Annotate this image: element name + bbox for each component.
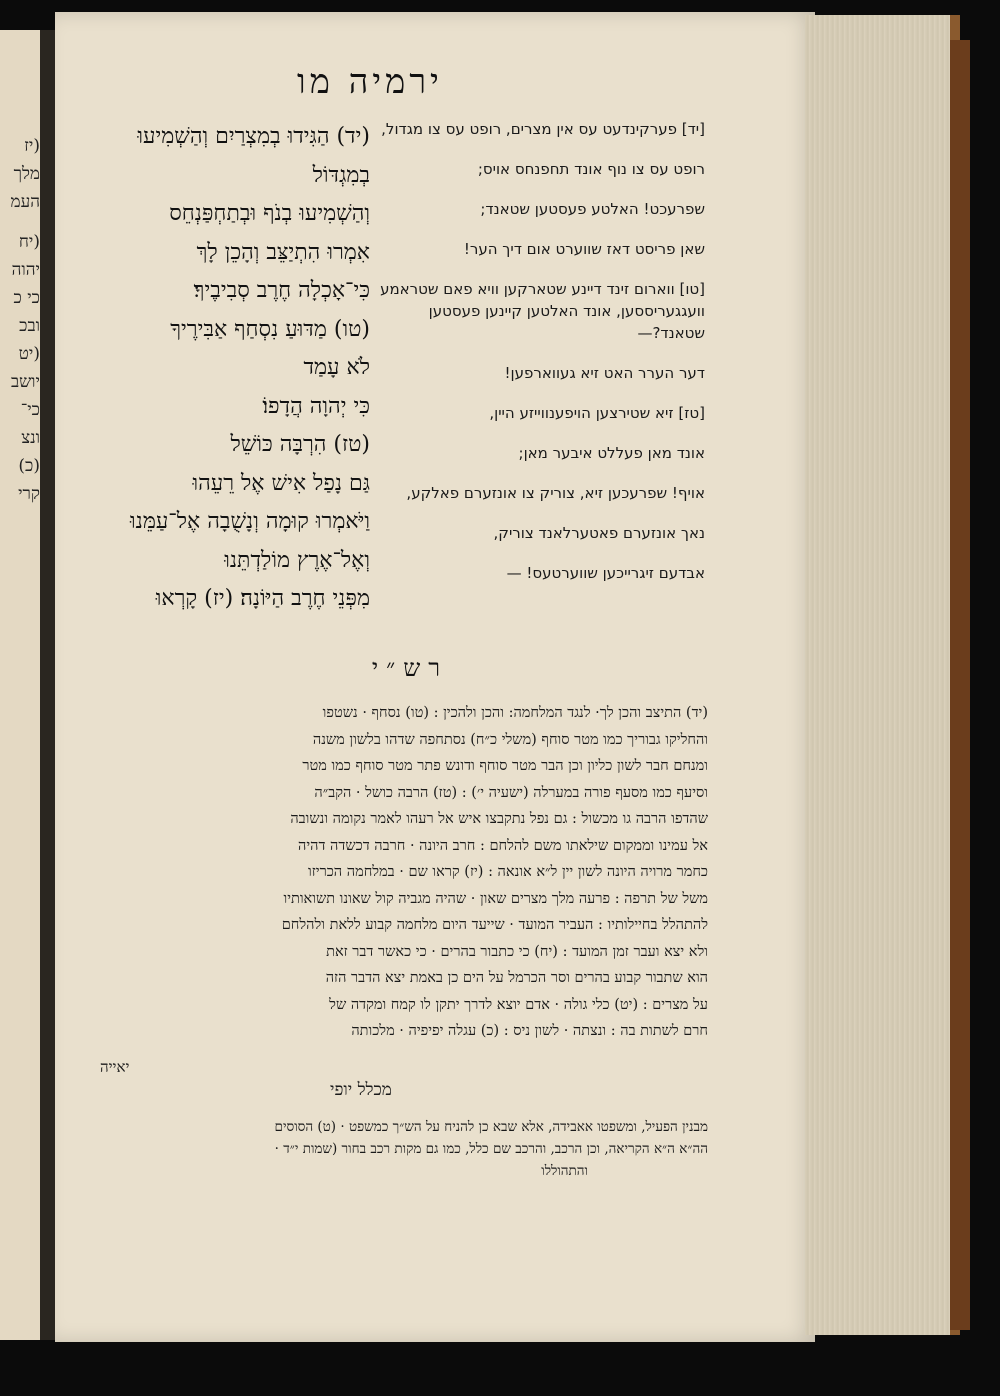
michlal-yofi-notes [68,1116,708,1182]
sliver-line: העמ [10,192,40,212]
translation-line: רופט עס צו נוף אונד תחפנחס אויס; [477,160,705,178]
previous-page-sliver [0,30,40,1340]
note-line: והתהוללו [541,1163,588,1179]
rashi-line: ולא יצא ועבר זמן המועד : (יח) כי כתבור בהרים · כי כאשר דבר זאת [326,943,708,960]
verse-line: לֹא עָמַד [303,355,370,380]
sliver-line: ובכ [19,316,40,336]
sliver-line: (יז [24,136,40,156]
rashi-line: על מצרים : (יט) כלי גולה · אדם יוצא לדרך יתקן לו קמח ומקדה של [329,996,708,1013]
rashi-line: (יד) התיצב והכן לך· לנגד המלחמה: והכן ולהכין : (טו) נסחף · נשטפו [322,705,708,721]
rashi-line: הוא שתבור קבוע בהרים וסר הכרמל על הים כן באמת יצא הדבר הזה [325,970,708,986]
translation-line: נאך אונזערם פאטערלאנד צוריק, [493,524,705,542]
translation-line: אבדעם זיגרייכען שווערטעס! — [506,564,705,582]
note-line: הה״א ה״א הקריאה, וכן הרכב, והרכב שם כלל, כמו גם מקות רכב בחור (שמות י״ד · [274,1141,708,1157]
translation-line: דער הערר האט זיא געווארפען! [504,364,705,382]
sliver-line: יושב [10,372,40,392]
translation-line: [יד] פערקינדעט עס אין מצרים, רופט עס צו מגדול, [381,120,705,138]
sliver-line: קרי [18,484,40,504]
verse-line: וְהַשְׁמִיעוּ בְנֹף וּבְתַחְפַּנְחֵס [169,201,370,226]
rashi-commentary [68,700,708,1045]
translation-line: [טו] ווארום זינד דיינע שטארקען וויא פאם שטראמע וועגגעריססען, אונד האלטען קיינען פעסטען שטאנד?— [380,280,705,342]
book-gutter [40,30,55,1340]
sliver-line: (כ) [18,456,40,476]
translation-line: שאן פריסט דאז שווערט אום דיך הער! [463,240,705,258]
rashi-heading: רש״י [371,654,449,682]
book-binding [950,40,970,1330]
verse-line: בְמִגְדּוֹל [312,162,370,188]
verse-line: גַּם נָפַל אִישׁ אֶל רֵעֵהוּ [192,470,370,496]
verse-line: אִמְרוּ הִתְיַצֵּב וְהָכֵן לָךְ [196,239,370,265]
verse-line: וְאֶל־אֶרֶץ מוֹלַדְתֵּנוּ [224,547,370,573]
sliver-line: ונצ [21,428,40,448]
verse-line: כִּי־אָכְלָה חֶרֶב סְבִיבֶיךָ׃ [193,278,370,303]
rashi-line: להתהלל בחיילותיו : העביר המועד · שייעד היום מלחמה קבוע ללאת ולהלחם [281,917,708,933]
rashi-line: משל של תרפה : פרעה מלך מצרים שאון · שהיה מגביה קול שאונו תשואותיו [283,890,708,907]
translation-line: אויף! שפרעכען זיא, צוריק צו אונזערם פאלקע, [406,484,705,502]
note-line: מבנין הפעיל, ומשפטו אאבידה, אלא שבא כן להניח על הש״ך כמשפט · (ט) הסוסים [274,1119,708,1135]
translation-line: [טז] זיא שטירצען הויפענווייזע היין, [489,404,705,422]
verse-line: מִפְּנֵי חֶרֶב הַיּוֹנָה׃ (יז) קָרְאוּ [155,586,370,611]
michlal-yofi-heading: מכלל יופי [330,1080,392,1100]
rashi-line: ומנחם חבר לשון כליון וכן הבר מטר סוחף ודונש פתר מטר סוחף כמו מטר [302,758,708,774]
rashi-line: והחליקו גבוריך כמו מטר סוחף (משלי כ״ח) נסתחפה שדהו בלשון משנה [312,731,708,748]
page-edges [805,15,960,1335]
verse-line: (טז) הִרְבָּה כּוֹשֵׁל [230,432,370,457]
translation-column [375,118,705,602]
sliver-line: מלך [13,164,40,184]
rashi-line: וסיעף כמו מסעף פורה במערלה (ישעיה י׳) : (טז) הרבה כושל · הקב״ה [314,784,708,801]
page-header: ירמיה מו [297,62,443,102]
translation-line: אונד מאן פעללט איבער מאן; [518,444,705,462]
verse-line: (טו) מַדּוּעַ נִסְחַף אַבִּירֶיךָ [170,316,370,342]
sliver-line: כי־ [20,400,40,420]
sliver-line: יהוה [11,260,40,280]
verse-line: כִּי יְהוָה הֲדָפוֹ׃ [262,393,370,419]
sliver-line: (יט [18,344,40,364]
verse-line: (יד) הַגִּידוּ בְמִצְרַיִם וְהַשְׁמִיעוּ [137,124,370,149]
catchword: יאייה [100,1058,130,1076]
rashi-line: חרם לשתות בה : ונצתה · לשון ניס : (כ) עגלה יפיפיה · מלכותה [351,1023,708,1039]
sliver-line: כי כ [13,288,40,308]
sliver-line: (יח [18,232,40,252]
rashi-line: כחמר מרויה היונה לשון יין ל״א אונאה : (יז) קראו שם · במלחמה הכריזו [308,864,708,880]
rashi-line: אל עמינו וממקום שילאתו משם להלחם : חרב היונה · חרבה דכשדה דהיה [297,837,708,854]
rashi-line: שהדפו הרבה גו מכשול : גם נפל נתקבצו איש אל רעהו לאמר נקומה ונשובה [290,811,708,827]
translation-line: שפרעכט! האלטע פעסטען שטאנד; [480,200,705,218]
verse-line: וַיֹּאמְרוּ קוּמָה וְנָשֻׁבָה אֶל־עַמֵּנוּ [130,509,370,534]
hebrew-text-column [70,118,370,619]
